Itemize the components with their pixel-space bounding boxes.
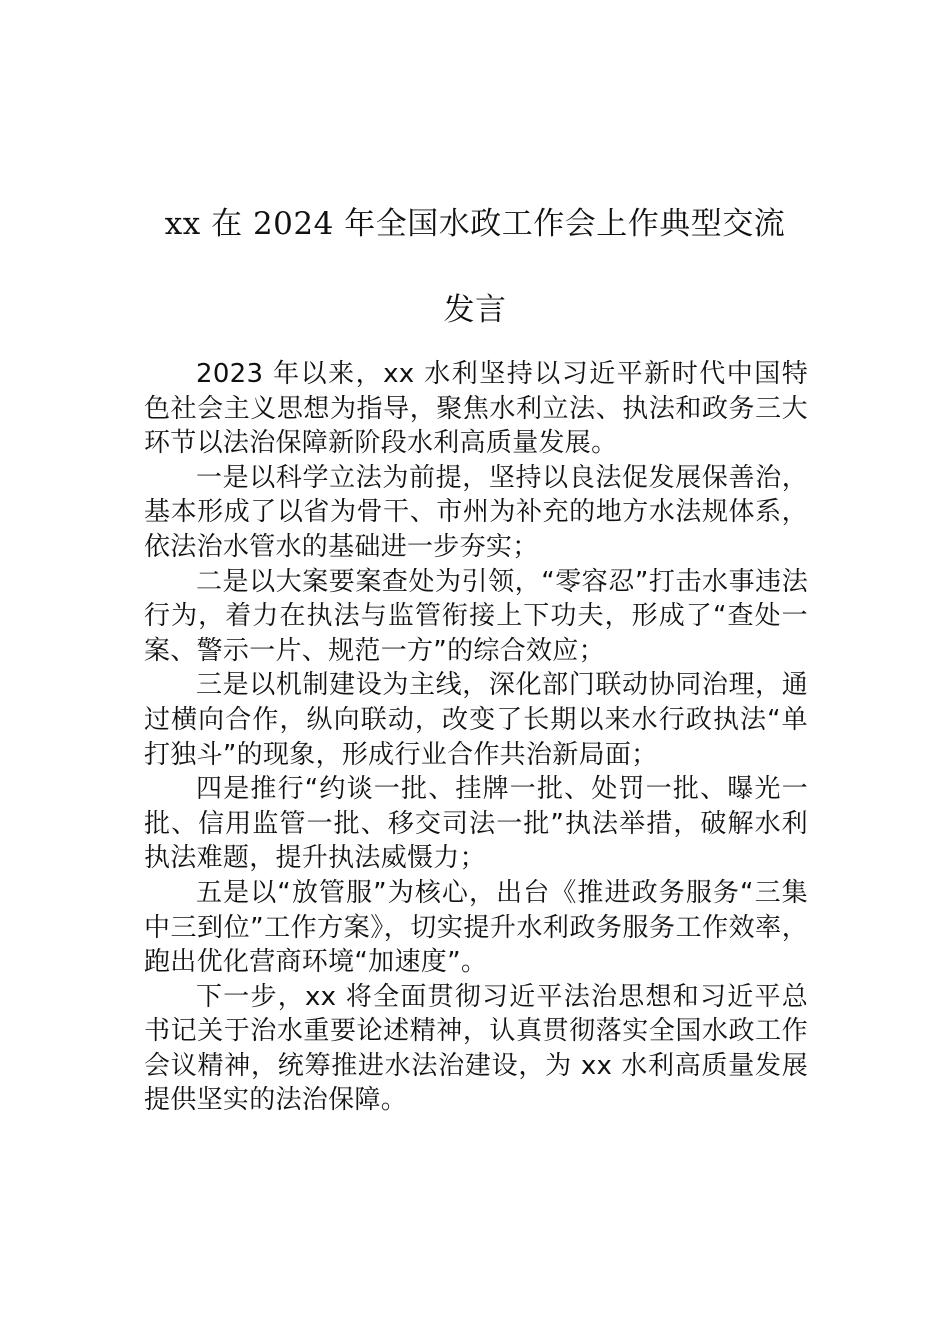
paragraph-point-4: 四是推行“约谈一批、挂牌一批、处罚一批、曝光一批、信用监管一批、移交司法一批”执法举措，破解水利执法难题，提升执法威慑力； <box>144 774 808 874</box>
paragraph-point-2: 二是以大案要案查处为引领，“零容忍”打击水事违法行为，着力在执法与监管衔接上下功夫，形成了“查处一案、警示一片、规范一方”的综合效应； <box>144 566 808 666</box>
document-body <box>144 357 808 1118</box>
paragraph-next-step: 下一步，xx 将全面贯彻习近平法治思想和习近平总书记关于治水重要论述精神，认真贯彻落实全国水政工作会议精神，统筹推进水法治建设，为 xx 水利高质量发展提供坚实的法治保障。 <box>144 981 808 1116</box>
title-line-2: 发言 <box>443 292 507 328</box>
paragraph-intro: 2023 年以来，xx 水利坚持以习近平新时代中国特色社会主义思想为指导，聚焦水利立法、执法和政务三大环节以法治保障新阶段水利高质量发展。 <box>144 359 808 459</box>
document-title <box>120 181 830 353</box>
paragraph-point-1: 一是以科学立法为前提，坚持以良法促发展保善治，基本形成了以省为骨干、市州为补充的地方水法规体系，依法治水管水的基础进一步夯实； <box>144 462 808 562</box>
paragraph-point-5: 五是以“放管服”为核心，出台《推进政务服务“三集中三到位”工作方案》，切实提升水利政务服务工作效率，跑出优化营商环境“加速度”。 <box>144 877 808 978</box>
paragraph-point-3: 三是以机制建设为主线，深化部门联动协同治理，通过横向合作，纵向联动，改变了长期以来水行政执法“单打独斗”的现象，形成行业合作共治新局面； <box>144 670 808 770</box>
title-line-1: xx 在 2024 年全国水政工作会上作典型交流 <box>164 206 786 242</box>
